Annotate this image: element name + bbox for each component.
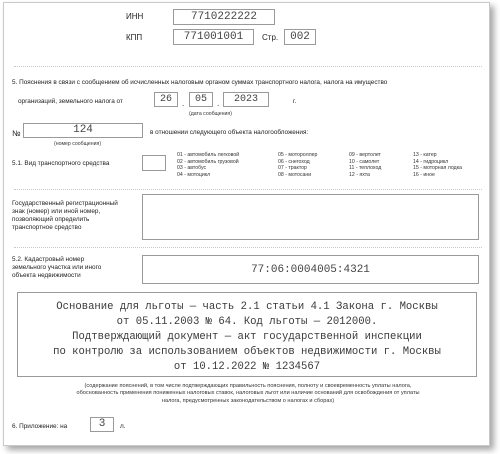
explanation-line: по контролю за использованием объектов недвижимости г. Москвы xyxy=(53,346,441,358)
attachment-pages-field[interactable]: 3 xyxy=(90,417,114,432)
date-year-field[interactable]: 2023 xyxy=(223,92,269,107)
vehicle-type-option: 13 - катер xyxy=(413,152,437,158)
explanation-caption xyxy=(14,383,482,405)
vehicle-type-option: 01 - автомобиль легковой xyxy=(177,152,240,158)
vehicle-type-option: 10 - самолет xyxy=(349,158,380,165)
explanation-line: Основание для льготы — часть 2.1 статьи 4.1 Закона г. Москвы xyxy=(56,301,438,313)
vehicle-type-list-col1 xyxy=(177,152,239,178)
explanation-line: от 10.12.2022 № 1234567 xyxy=(173,361,321,373)
registration-label xyxy=(12,200,118,232)
cadastral-label xyxy=(12,256,101,280)
page-field[interactable]: 002 xyxy=(284,29,316,45)
form-page xyxy=(3,2,490,446)
vehicle-type-option: 14 - гидроцикл xyxy=(413,158,449,165)
date-caption: (дата сообщения) xyxy=(189,111,232,117)
section5-text-line1: 5. Пояснения в связи с сообщением об исчисленных налоговым органом суммах транспортного налога, налога на имущество xyxy=(12,79,388,86)
explanation-caption-line: (содержание пояснений, в том числе подтверждающих правильность пояснения, полноту и своевременность уплаты налога, xyxy=(84,383,412,389)
cadastral-label-line: объекта недвижимости xyxy=(12,272,81,279)
date-separator: . xyxy=(217,99,220,108)
number-caption: (номер сообщения) xyxy=(54,141,102,147)
vehicle-type-option: 03 - автобус xyxy=(177,165,207,172)
vehicle-type-list-col4 xyxy=(413,152,462,178)
vehicle-type-option: 11 - теплоход xyxy=(349,165,382,172)
vehicle-type-option: 08 - мотосани xyxy=(278,171,312,178)
vehicle-type-list-col3 xyxy=(349,152,381,178)
divider xyxy=(14,189,482,190)
date-separator: . xyxy=(182,99,185,108)
explanation-caption-line: обоснованность применения пониженных налоговых ставок, налоговых льгот или наличие оснований для освобождения от уплаты xyxy=(76,390,420,397)
cadastral-label-line: 5.2. Кадастровый номер xyxy=(12,256,85,263)
message-number-field[interactable]: 124 xyxy=(23,123,143,138)
vehicle-type-list-col2 xyxy=(278,152,317,178)
registration-number-field[interactable] xyxy=(142,194,479,240)
number-label: № xyxy=(12,129,21,138)
year-suffix: г. xyxy=(293,98,297,105)
vehicle-type-field[interactable] xyxy=(142,155,166,171)
attachment-label: 6. Приложение: на xyxy=(12,423,68,430)
registration-label-line: позволяющий определить xyxy=(12,216,90,223)
inn-label: ИНН xyxy=(126,12,144,21)
attachment-suffix: л. xyxy=(120,423,126,430)
page-label: Стр. xyxy=(262,33,279,42)
vehicle-type-option: 02 - автомобиль грузовой xyxy=(177,158,239,165)
vehicle-type-option: 06 - снегоход xyxy=(278,158,310,165)
date-day-field[interactable]: 26 xyxy=(154,92,178,107)
registration-label-line: Государственный регистрационный xyxy=(12,200,118,207)
vehicle-type-option: 05 - мотороллер xyxy=(278,152,318,158)
registration-label-line: знак (номер) или иной номер, xyxy=(12,208,101,215)
explanation-field[interactable] xyxy=(17,292,477,377)
vehicle-type-option: 16 - иное xyxy=(413,171,435,178)
divider xyxy=(14,247,482,248)
vehicle-type-option: 15 - моторная лодка xyxy=(413,165,462,172)
cadastral-label-line: земельного участка или иного xyxy=(12,264,102,271)
cadastral-number-field[interactable]: 77:06:0004005:4321 xyxy=(142,255,479,284)
object-text: в отношении следующего объекта налогообложения: xyxy=(150,129,309,136)
kpp-label: КПП xyxy=(126,33,143,42)
vehicle-type-option: 09 - вертолет xyxy=(349,152,381,158)
divider xyxy=(14,66,482,67)
kpp-field[interactable]: 771001001 xyxy=(173,29,254,45)
date-month-field[interactable]: 05 xyxy=(189,92,213,107)
registration-label-line: транспортное средство xyxy=(12,224,82,231)
explanation-caption-line: налога, предусмотренных законодательством о налогах и сборах) xyxy=(161,397,335,404)
inn-field[interactable]: 7710222222 xyxy=(173,9,275,25)
explanation-line: Подтверждающий документ — акт государственной инспекции xyxy=(72,331,422,343)
vehicle-type-option: 12 - яхта xyxy=(349,171,370,178)
vehicle-type-option: 07 - трактор xyxy=(278,165,307,172)
vehicle-type-label: 5.1. Вид транспортного средства xyxy=(12,160,110,167)
explanation-line: от 05.11.2003 № 64. Код льготы — 2012000. xyxy=(116,316,378,328)
section5-text-line2: организаций, земельного налога от xyxy=(18,98,123,105)
vehicle-type-option: 04 - мотоцикл xyxy=(177,171,211,178)
